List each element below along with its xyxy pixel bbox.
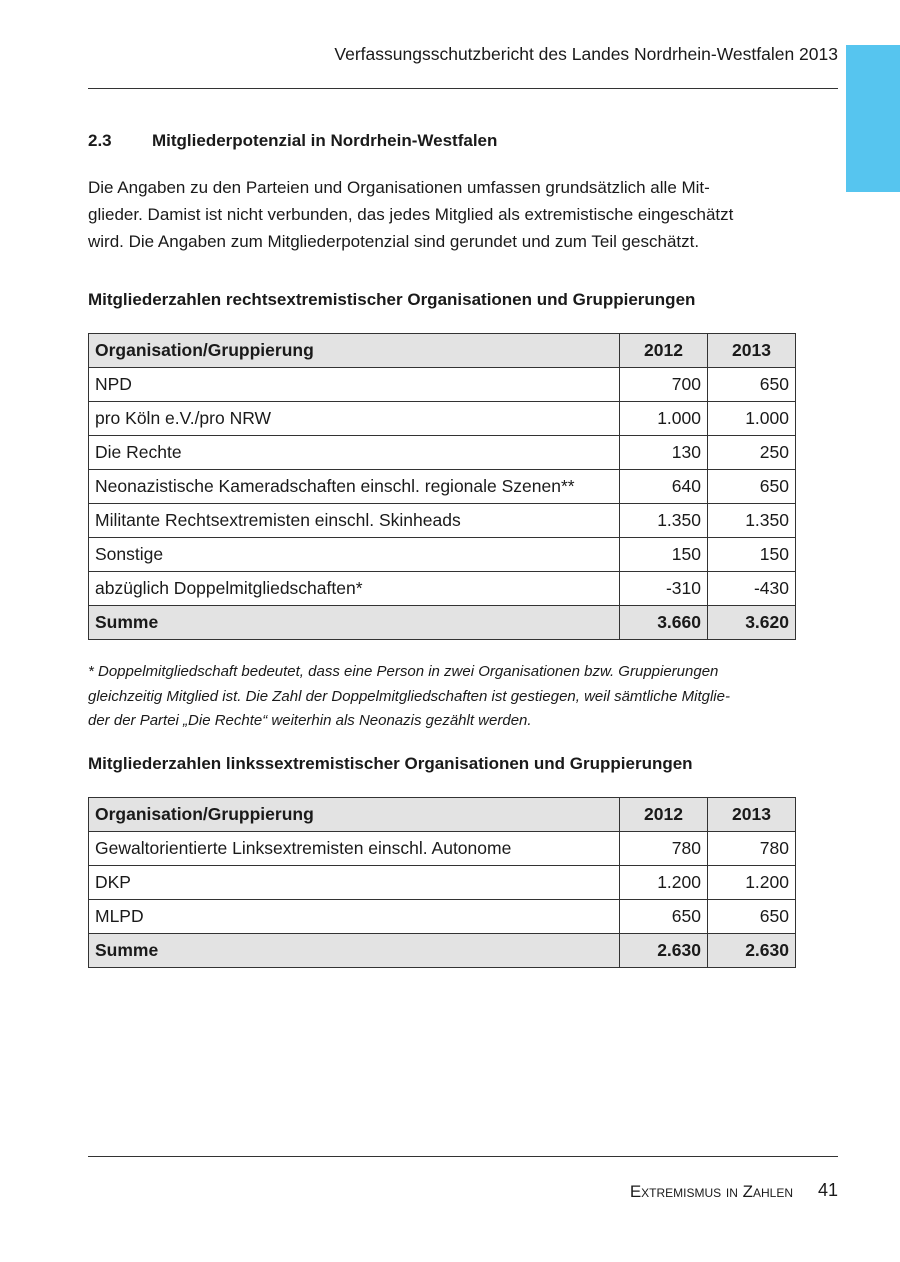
value-2013-cell: 650 (708, 470, 796, 504)
left-extremism-table (88, 797, 796, 968)
section-number: 2.3 (88, 131, 112, 150)
table-row (89, 900, 796, 934)
org-cell: Die Rechte (89, 436, 620, 470)
table-row (89, 504, 796, 538)
value-2013-cell: 1.200 (708, 866, 796, 900)
sum-2012-cell: 2.630 (620, 934, 708, 968)
header-divider (88, 88, 838, 89)
value-2013-cell: 650 (708, 900, 796, 934)
value-2012-cell: 1.200 (620, 866, 708, 900)
right-extremism-table (88, 333, 796, 640)
chapter-color-tab (846, 45, 900, 192)
value-2012-cell: 1.000 (620, 402, 708, 436)
table-row (89, 572, 796, 606)
running-header-title: Verfassungsschutzbericht des Landes Nordrhein-Westfalen 2013 (334, 44, 838, 64)
value-2012-cell: -310 (620, 572, 708, 606)
org-cell: NPD (89, 368, 620, 402)
intro-paragraph (88, 174, 800, 255)
column-header-organisation: Organisation/Gruppierung (89, 334, 620, 368)
footnote-line: der der Partei „Die Rechte“ weiterhin als Neonazis gezählt werden. (88, 712, 532, 729)
sum-2013-cell: 2.630 (708, 934, 796, 968)
table-row (89, 832, 796, 866)
table-header-row (89, 334, 796, 368)
table-row (89, 470, 796, 504)
sum-label-cell: Summe (89, 934, 620, 968)
footer-chapter-label: Extremismus in Zahlen (629, 1182, 793, 1201)
column-header-2013: 2013 (708, 798, 796, 832)
value-2012-cell: 700 (620, 368, 708, 402)
section-title: Mitgliederpotenzial in Nordrhein-Westfalen (152, 131, 498, 150)
value-2013-cell: 150 (708, 538, 796, 572)
sum-2013-cell: 3.620 (708, 606, 796, 640)
page-number: 41 (817, 1180, 838, 1200)
org-cell: Sonstige (89, 538, 620, 572)
table-row (89, 538, 796, 572)
value-2012-cell: 130 (620, 436, 708, 470)
left-table-title: Mitgliederzahlen linkssextremistischer Organisationen und Gruppierungen (88, 754, 693, 773)
value-2012-cell: 780 (620, 832, 708, 866)
footer-divider (88, 1156, 838, 1157)
table-sum-row (89, 934, 796, 968)
value-2013-cell: -430 (708, 572, 796, 606)
table-header-row (89, 798, 796, 832)
footnote-line: gleichzeitig Mitglied ist. Die Zahl der Doppelmitgliedschaften ist gestiegen, weil sämtliche Mitglie- (88, 687, 730, 705)
value-2013-cell: 650 (708, 368, 796, 402)
sum-label-cell: Summe (89, 606, 620, 640)
intro-line: glieder. Damist ist nicht verbunden, das jedes Mitglied als extremistische eingeschätzt (88, 205, 734, 224)
table-row (89, 368, 796, 402)
org-cell: Neonazistische Kameradschaften einschl. regionale Szenen** (89, 470, 620, 504)
value-2012-cell: 650 (620, 900, 708, 934)
org-cell: Militante Rechtsextremisten einschl. Skinheads (89, 504, 620, 538)
table-row (89, 436, 796, 470)
table-row (89, 402, 796, 436)
column-header-2012: 2012 (620, 334, 708, 368)
value-2012-cell: 640 (620, 470, 708, 504)
footnote-line: * Doppelmitgliedschaft bedeutet, dass eine Person in zwei Organisationen bzw. Gruppierungen (88, 663, 719, 680)
intro-line: Die Angaben zu den Parteien und Organisationen umfassen grundsätzlich alle Mit- (88, 178, 710, 197)
org-cell: abzüglich Doppelmitgliedschaften* (89, 572, 620, 606)
right-table-title: Mitgliederzahlen rechtsextremistischer Organisationen und Gruppierungen (88, 290, 696, 309)
value-2012-cell: 150 (620, 538, 708, 572)
value-2013-cell: 780 (708, 832, 796, 866)
column-header-2013: 2013 (708, 334, 796, 368)
value-2013-cell: 1.350 (708, 504, 796, 538)
column-header-2012: 2012 (620, 798, 708, 832)
table-footnote (88, 660, 800, 734)
value-2013-cell: 1.000 (708, 402, 796, 436)
value-2012-cell: 1.350 (620, 504, 708, 538)
org-cell: Gewaltorientierte Linksextremisten einschl. Autonome (89, 832, 620, 866)
column-header-organisation: Organisation/Gruppierung (89, 798, 620, 832)
sum-2012-cell: 3.660 (620, 606, 708, 640)
org-cell: DKP (89, 866, 620, 900)
table-row (89, 866, 796, 900)
table-sum-row (89, 606, 796, 640)
org-cell: pro Köln e.V./pro NRW (89, 402, 620, 436)
section-heading (88, 131, 497, 151)
org-cell: MLPD (89, 900, 620, 934)
intro-line: wird. Die Angaben zum Mitgliederpotenzial sind gerundet und zum Teil geschätzt. (88, 232, 700, 251)
value-2013-cell: 250 (708, 436, 796, 470)
